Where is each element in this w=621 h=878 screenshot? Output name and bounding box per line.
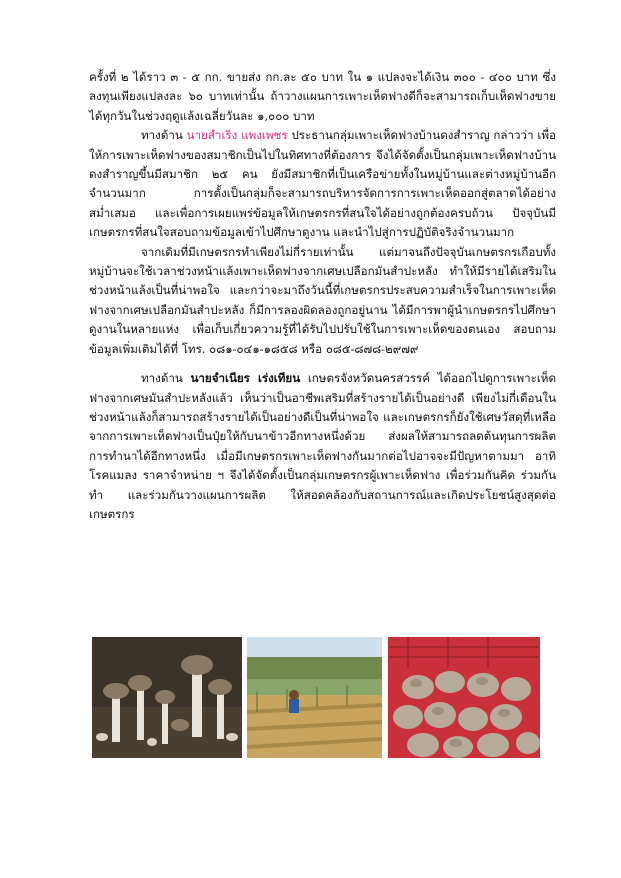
paragraph-4-prefix: ทางด้าน [141,371,191,386]
paragraph-4-text: เกษตรจังหวัดนครสวรรค์ ได้ออกไปดูการเพาะเห็ดฟางจากเศษมันสำปะหลังแล้ว เห็นว่าเป็นอาชีพเสริมที่สร้างรายได้เป็นอย่างดี เพียงไม่กี่เดือนในช่วงหน้าแล้งก็สามารถสร้างรายได้เป็นอย่างดีเป็นที่น่าพอใจ และเกษตรกรก็ยังใช้เศษวัสดุที่เหลือจากการเพาะเห็ดฟางเป็นปุ๋ยให้กับนาข้าวอีกทางหนึ่งด้วย ส่งผลให้สามารถลดต้นทุนการผลิตการทำนาได้อีกทางหนึ่ง เมื่อมีเกษตรกรเพาะเห็ดฟางกันมากต่อไปอาจจะมีปัญหาตามมา อาทิ โรคแมลง ราคาจำหน่าย ฯ จึงได้จัดตั้งเป็นกลุ่มเกษตรกรผู้เพาะเห็ดฟาง เพื่อร่วมกันคิด ร่วมกันทำ และร่วมกันวางแผนการผลิต ให้สอดคล้องกับสถานการณ์และเกิดประโยชน์สูงสุดต่อเกษตรกร [89,371,556,521]
paragraph-2-text: ประธานกลุ่มเพาะเห็ดฟางบ้านดงสำราญ กล่าวว่า เพื่อให้การเพาะเห็ดฟางของสมาชิกเป็นไปในทิศทางที่ต้องการ จึงได้จัดตั้งเป็นกลุ่มเพาะเห็ดฟางบ้านดงสำราญขึ้นมีสมาชิก ๒๕ คน ยังมีสมาชิกที่เป็นเครือข่ายทั้งในหมู่บ้านและต่างหมู่บ้านอีกจำนวนมาก การตั้งเป็นกลุ่มก็จะสามารถบริหารจัดการการเพาะเห็ดออกสู่ตลาดได้อย่างสม่ำเสมอ และเพื่อการเผยแพร่ข้อมูลให้เกษตรกรที่สนใจได้อย่างถูกต้องครบถ้วน ปัจจุบันมีเกษตรกรที่สนใจสอบถามข้อมูลเข้าไปศึกษาดูงาน และนำไปสู่การปฏิบัติจริงจำนวนมาก [89,128,556,240]
photo-mushroom-basket [388,637,540,758]
paragraph-4 [89,369,556,524]
person-name-chamnian: นายจำเนียร เร่งเทียน [190,371,301,386]
photo-strip [92,637,540,758]
mushroom-bed-image [92,637,242,758]
farmer-field-image [247,637,382,758]
paragraph-2-prefix: ทางด้าน [141,128,187,143]
paragraph-2 [89,126,556,242]
paragraph-1-text: ครั้งที่ ๒ ได้ราว ๓ - ๕ กก. ขายส่ง กก.ละ ๕๐ บาท ใน ๑ แปลงจะได้เงิน ๓๐๐ - ๔๐๐ บาท ซึ่งลงทุนเพียงแปลงละ ๖๐ บาทเท่านั้น ถ้าวางแผนการเพาะเห็ดฟางดีก็จะสามารถเก็บเห็ดฟางขายได้ทุกวันในช่วงฤดูแล้งเฉลี่ยวันละ ๑,๐๐๐ บาท [89,70,556,123]
mushroom-basket-image [388,637,540,758]
paragraph-3-text: จากเดิมที่มีเกษตรกรทำเพียงไม่กี่รายเท่านั้น แต่มาจนถึงปัจจุบันเกษตรกรเกือบทั้งหมู่บ้านจะใช้เวลาช่วงหน้าแล้งเพาะเห็ดฟางจากเศษเปลือกมันสำปะหลัง ทำให้มีรายได้เสริมในช่วงหน้าแล้งเป็นที่น่าพอใจ และกว่าจะมาถึงวันนี้ที่เกษตรกรประสบความสำเร็จในการเพาะเห็ดฟางจากเศษเปลือกมันสำปะหลัง ก็มีการลองผิดลองถูกอยู่นาน ได้มีการพาผู้นำเกษตรกรไปศึกษาดูงานในหลายแห่ง เพื่อเก็บเกี่ยวความรู้ที่ได้รับไปปรับใช้ในการเพาะเห็ดของตนเอง สอบถามข้อมูลเพิ่มเติมได้ที่ โทร. ๐๘๑-๐๔๑-๑๘๕๘ หรือ ๐๘๕-๘๗๘-๒๙๗๙ [89,244,556,356]
photo-farmer-field [247,637,382,758]
photo-mushroom-bed [92,637,242,758]
article-body [89,68,556,524]
person-name-samroeng: นายสำเริง แพงเพชร [186,128,288,143]
paragraph-3 [89,243,556,359]
paragraph-1 [89,68,556,126]
